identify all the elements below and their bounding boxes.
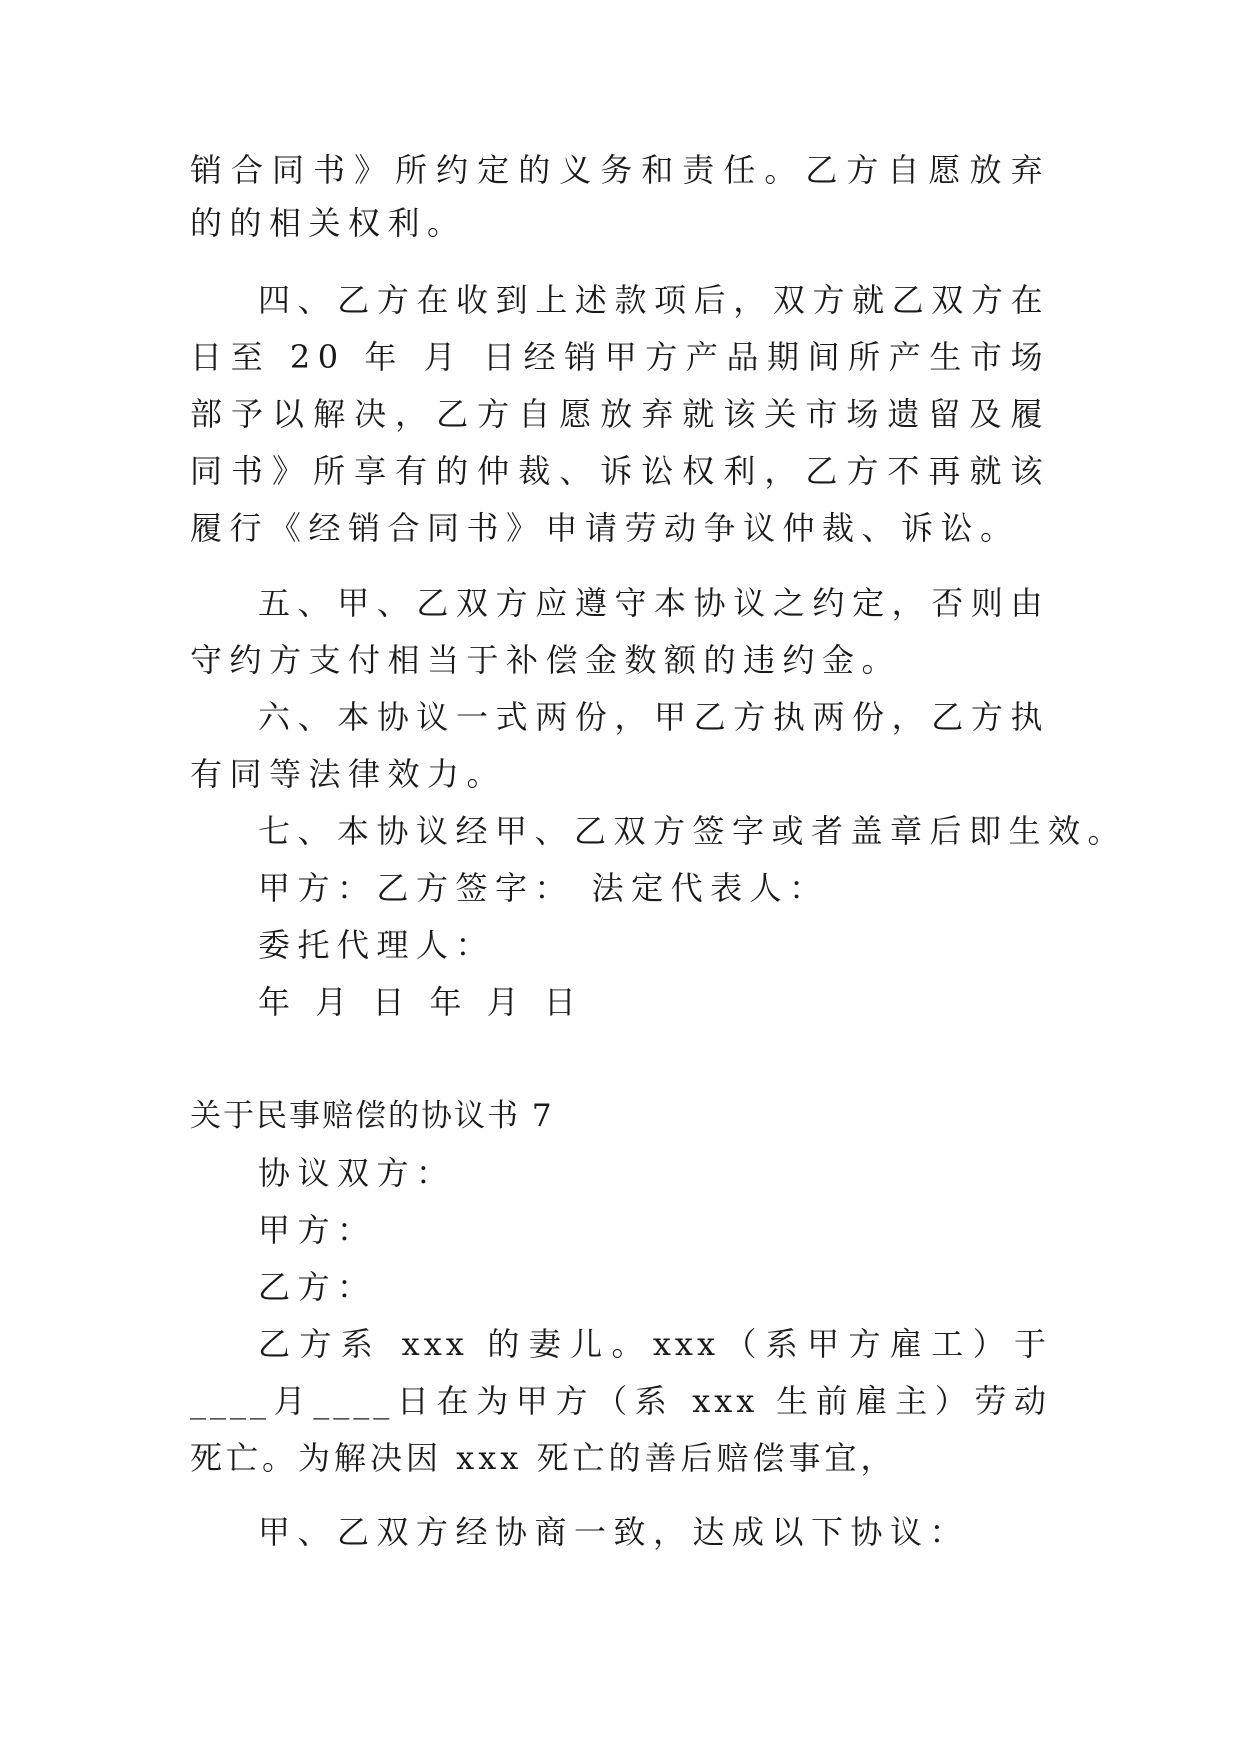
agent-line: 委托代理人： xyxy=(258,926,496,964)
clause-four-line: 履行《经销合同书》申请劳动争议仲裁、诉讼。 xyxy=(190,509,1020,547)
background-line: ____月____日在为甲方（系 xxx 生前雇主）劳动 xyxy=(190,1382,1050,1420)
date-line: 年 月 日 年 月 日 xyxy=(258,983,584,1021)
background-line: 乙方系 xxx 的妻儿。xxx（系甲方雇工）于 xyxy=(258,1325,1050,1363)
party-a-line: 甲方： xyxy=(258,1211,377,1249)
party-b-line: 乙方： xyxy=(258,1268,377,1306)
clause-five-line: 守约方支付相当于补偿金数额的违约金。 xyxy=(190,641,902,679)
clause-four-line: 部予以解决，乙方自愿放弃就该关市场遗留及履 xyxy=(190,395,1050,433)
clause-six-line: 有同等法律效力。 xyxy=(190,755,507,793)
parties-heading: 协议双方： xyxy=(258,1154,456,1192)
clause-four-line: 同书》所享有的仲裁、诉讼权利，乙方不再就该 xyxy=(190,452,1050,490)
section-title: 关于民事赔偿的协议书 7 xyxy=(190,1098,554,1134)
paragraph-line: 的的相关权利。 xyxy=(190,204,467,242)
clause-six-line: 六、本协议一式两份，甲乙方执两份，乙方执 xyxy=(258,698,1050,736)
paragraph-line: 销合同书》所约定的义务和责任。乙方自愿放弃 xyxy=(190,151,1050,189)
agreement-line: 甲、乙双方经协商一致，达成以下协议： xyxy=(258,1513,970,1551)
clause-seven-line: 七、本协议经甲、乙双方签字或者盖章后即生效。 xyxy=(258,812,1128,850)
background-line: 死亡。为解决因 xxx 死亡的善后赔偿事宜， xyxy=(190,1439,897,1477)
clause-four-line: 四、乙方在收到上述款项后，双方就乙双方在 xyxy=(258,281,1050,319)
signature-line: 甲方：乙方签字： 法定代表人： xyxy=(258,869,829,907)
clause-four-line: 日至 20 年 月 日经销甲方产品期间所产生市场 xyxy=(190,338,1050,376)
clause-five-line: 五、甲、乙双方应遵守本协议之约定，否则由 xyxy=(258,584,1050,622)
